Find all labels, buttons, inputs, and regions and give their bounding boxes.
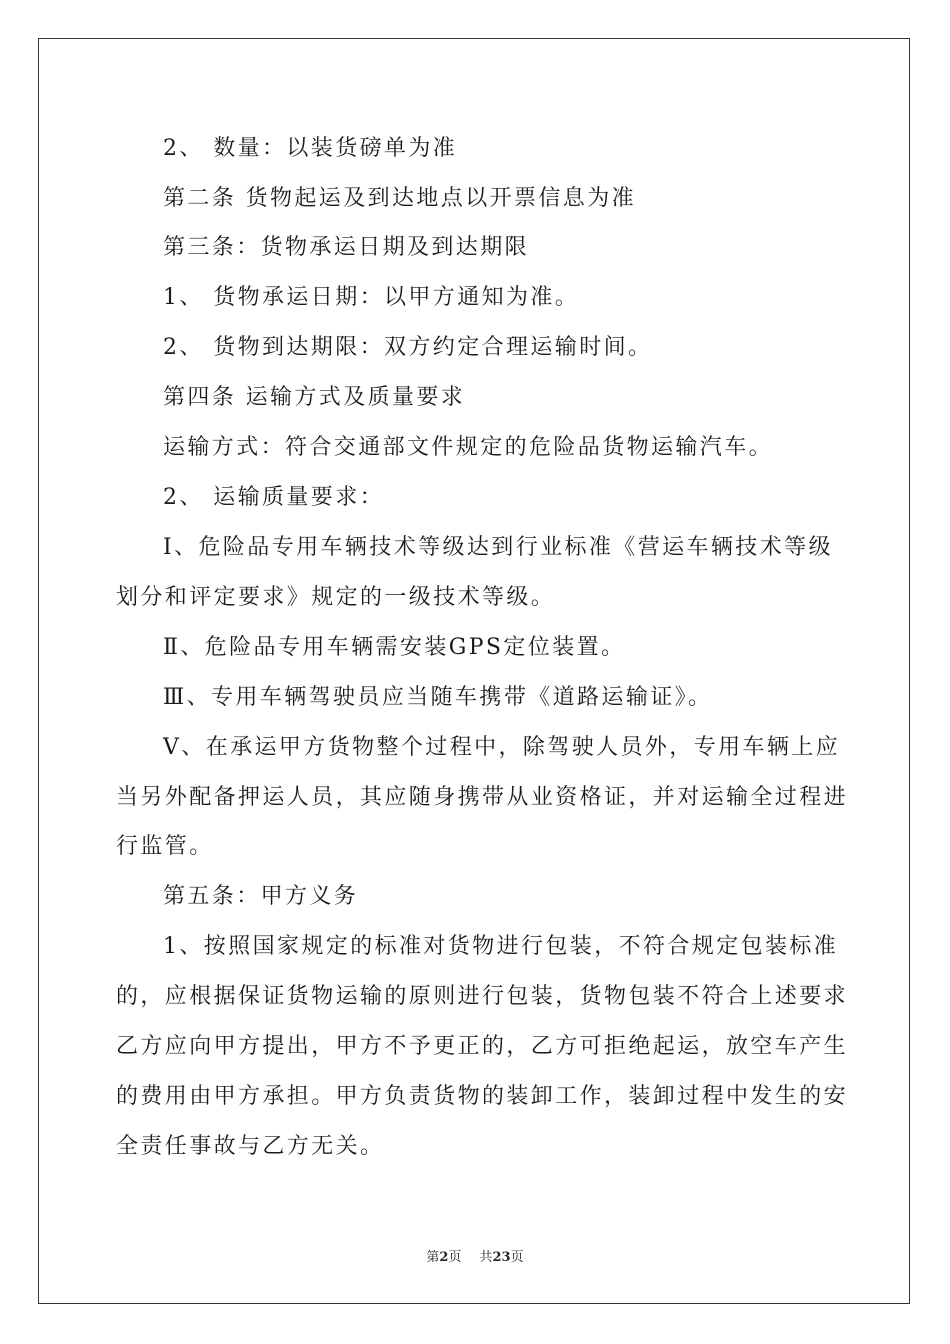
text-line: 乙方应向甲方提出，甲方不予更正的，乙方可拒绝起运，放空车产生 <box>116 1034 849 1059</box>
text-line: 行监管。 <box>116 834 214 859</box>
text-line: 的费用由甲方承担。甲方负责货物的装卸工作，装卸过程中发生的安 <box>116 1084 849 1109</box>
text-line: 2、 数量：以装货磅单为准 <box>163 136 458 161</box>
text-line: 当另外配备押运人员，其应随身携带从业资格证，并对运输全过程进 <box>116 785 849 810</box>
total-suffix: 页 <box>510 1250 524 1265</box>
text-line: Ⅲ、专用车辆驾驶员应当随车携带《道路运输证》。 <box>163 685 713 710</box>
text-line: Ⅱ、危险品专用车辆需安装GPS定位装置。 <box>163 635 626 660</box>
text-line: 运输方式：符合交通部文件规定的危险品货物运输汽车。 <box>163 435 774 460</box>
text-line: Ⅰ、危险品专用车辆技术等级达到行业标准《营运车辆技术等级 <box>163 535 833 560</box>
text-line: Ⅴ、在承运甲方货物整个过程中，除驾驶人员外，专用车辆上应 <box>163 735 841 760</box>
page-border <box>38 38 910 1304</box>
text-line: 1、按照国家规定的标准对货物进行包装，不符合规定包装标准 <box>163 934 839 959</box>
text-line: 划分和评定要求》规定的一级技术等级。 <box>116 585 556 610</box>
page-suffix: 页 <box>448 1250 462 1265</box>
text-line: 1、 货物承运日期：以甲方通知为准。 <box>163 285 580 310</box>
text-line: 第二条 货物起运及到达地点以开票信息为准 <box>163 186 636 211</box>
page-number: 2 <box>439 1250 449 1265</box>
text-line: 2、 运输质量要求： <box>163 485 384 510</box>
text-line: 的，应根据保证货物运输的原则进行包装，货物包装不符合上述要求 <box>116 984 849 1009</box>
page-footer <box>0 1246 950 1265</box>
text-line: 第四条 运输方式及质量要求 <box>163 385 466 410</box>
total-pages: 23 <box>492 1250 511 1265</box>
text-line: 第三条：货物承运日期及到达期限 <box>163 235 530 260</box>
page-prefix: 第 <box>426 1250 440 1265</box>
text-line: 全责任事故与乙方无关。 <box>116 1134 385 1159</box>
text-line: 第五条：甲方义务 <box>163 884 359 909</box>
text-line: 2、 货物到达期限：双方约定合理运输时间。 <box>163 335 653 360</box>
total-prefix: 共 <box>479 1250 493 1265</box>
